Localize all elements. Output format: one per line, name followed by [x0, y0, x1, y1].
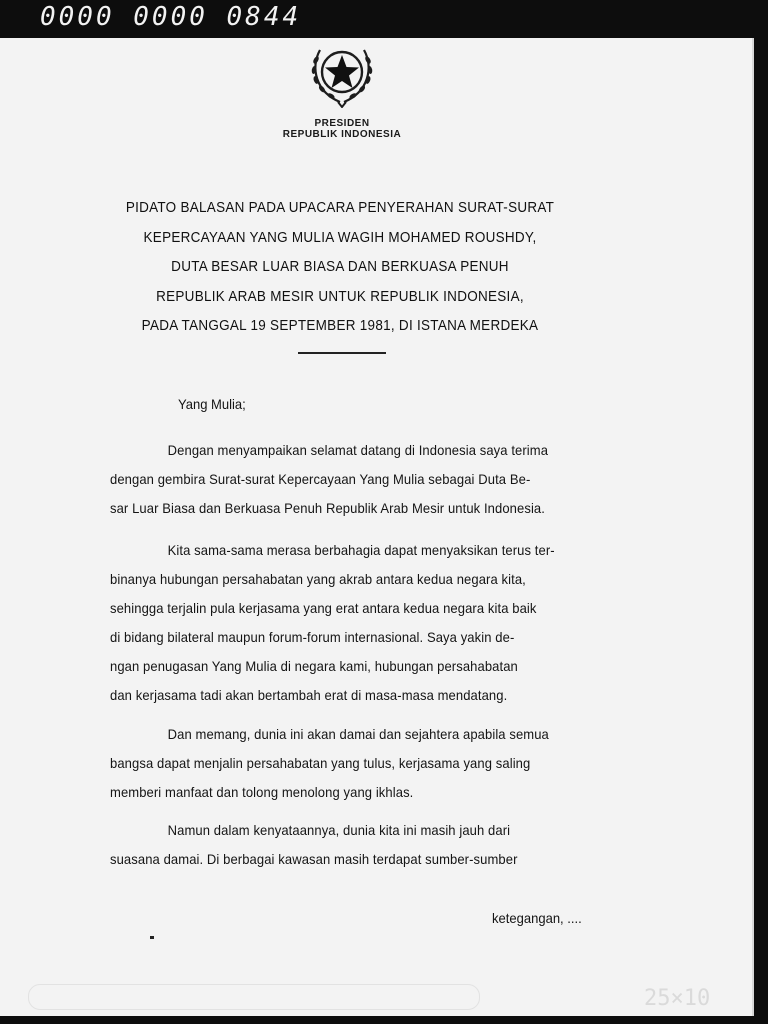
title-divider	[298, 352, 386, 354]
text-line: ngan penugasan Yang Mulia di negara kami, hubungan persahabatan	[110, 658, 518, 674]
text-line: dengan gembira Surat-surat Kepercayaan Yang Mulia sebagai Duta Be-	[110, 471, 531, 487]
title-line: PADA TANGGAL 19 SEPTEMBER 1981, DI ISTANA MERDEKA	[141, 318, 539, 334]
salutation: Yang Mulia;	[178, 396, 246, 412]
ink-mark	[150, 936, 154, 939]
text-line: Dan memang, dunia ini akan damai dan sejahtera apabila semua	[167, 726, 549, 742]
scan-artifact	[28, 984, 480, 1010]
text-line: sar Luar Biasa dan Berkuasa Penuh Republik Arab Mesir untuk Indonesia.	[110, 500, 545, 516]
corner-mark: 25×10	[644, 986, 711, 1011]
speech-title	[108, 194, 573, 342]
text-line: memberi manfaat dan tolong menolong yang ikhlas.	[110, 784, 414, 800]
text-line: Namun dalam kenyataannya, dunia kita ini masih jauh dari	[167, 822, 511, 838]
text-line: Kita sama-sama merasa berbahagia dapat menyaksikan terus ter-	[167, 542, 555, 558]
text-line: Dengan menyampaikan selamat datang di Indonesia saya terima	[167, 442, 549, 458]
title-line: REPUBLIK ARAB MESIR UNTUK REPUBLIK INDONESIA,	[156, 288, 524, 305]
frame-id: 0000 0000 0844	[40, 2, 302, 32]
letterhead-title: PRESIDEN	[314, 118, 370, 129]
document-page	[0, 38, 754, 1016]
letterhead-subtitle: REPUBLIK INDONESIA	[282, 129, 402, 140]
paragraph-4	[110, 816, 650, 874]
text-line: di bidang bilateral maupun forum-forum internasional. Saya yakin de-	[110, 629, 515, 645]
title-line: PIDATO BALASAN PADA UPACARA PENYERAHAN SURAT-SURAT	[125, 200, 555, 216]
text-line: sehingga terjalin pula kerjasama yang erat antara kedua negara kita baik	[110, 600, 537, 616]
paragraph-2	[110, 536, 650, 710]
text-line: bangsa dapat menjalin persahabatan yang tulus, kerjasama yang saling	[110, 755, 531, 771]
paragraph-1	[110, 436, 650, 523]
title-line: KEPERCAYAAN YANG MULIA WAGIH MOHAMED ROUSHDY,	[143, 229, 537, 246]
text-line: dan kerjasama tadi akan bertambah erat di masa-masa mendatang.	[110, 687, 508, 703]
presidential-seal-icon	[300, 38, 384, 108]
text-line: suasana damai. Di berbagai kawasan masih terdapat sumber-sumber	[110, 851, 518, 867]
title-line: DUTA BESAR LUAR BIASA DAN BERKUASA PENUH	[171, 259, 509, 275]
catchword: ketegangan, ....	[492, 910, 582, 926]
text-line: binanya hubungan persahabatan yang akrab antara kedua negara kita,	[110, 571, 526, 587]
paragraph-3	[110, 720, 650, 807]
